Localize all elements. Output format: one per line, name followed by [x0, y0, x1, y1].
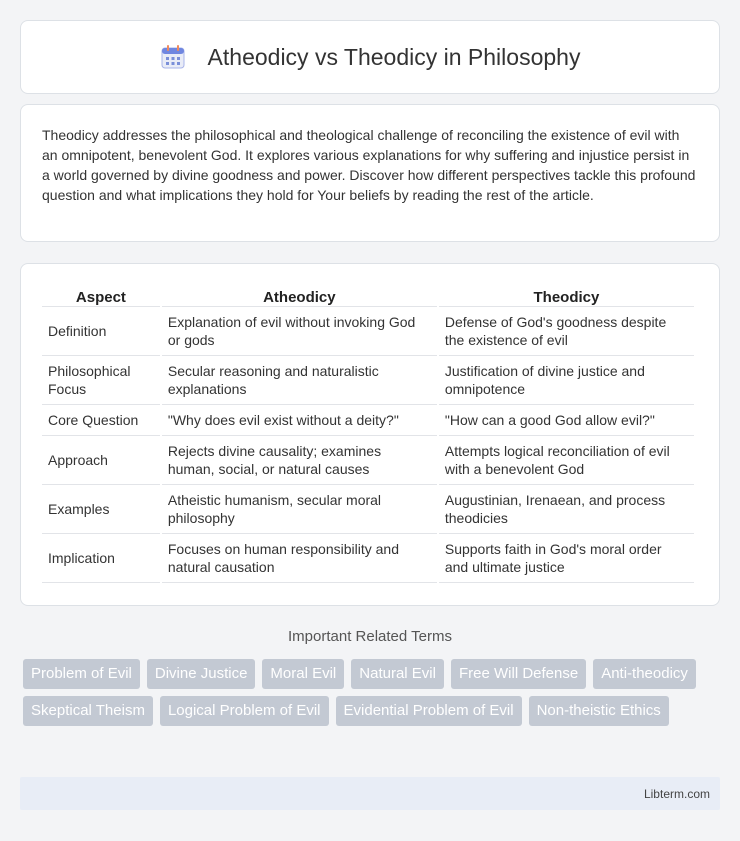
cell-atheodicy: "Why does evil exist without a deity?": [162, 405, 437, 436]
header-atheodicy: Atheodicy: [162, 282, 437, 307]
table-row: [42, 356, 694, 405]
cell-atheodicy: Atheistic humanism, secular moral philosophy: [162, 485, 437, 534]
cell-aspect: Core Question: [42, 405, 160, 436]
table-row: [42, 405, 694, 436]
cell-aspect: Philosophical Focus: [42, 356, 160, 405]
tag-non-theistic-ethics[interactable]: Non-theistic Ethics: [529, 696, 669, 726]
cell-theodicy: Augustinian, Irenaean, and process theodicies: [439, 485, 694, 534]
table-row: [42, 307, 694, 356]
footer: [20, 777, 720, 810]
tag-evidential-problem-of-evil[interactable]: Evidential Problem of Evil: [336, 696, 522, 726]
cell-theodicy: Justification of divine justice and omnipotence: [439, 356, 694, 405]
cell-theodicy: Attempts logical reconciliation of evil with a benevolent God: [439, 436, 694, 485]
cell-aspect: Examples: [42, 485, 160, 534]
cell-atheodicy: Rejects divine causality; examines human, social, or natural causes: [162, 436, 437, 485]
calendar-icon: [160, 44, 186, 70]
table-row: [42, 485, 694, 534]
tag-skeptical-theism[interactable]: Skeptical Theism: [23, 696, 153, 726]
intro-card: [20, 104, 720, 242]
tag-anti-theodicy[interactable]: Anti-theodicy: [593, 659, 696, 689]
table-row: [42, 436, 694, 485]
cell-atheodicy: Focuses on human responsibility and natural causation: [162, 534, 437, 583]
comparison-table: [40, 282, 696, 583]
table-row: [42, 534, 694, 583]
cell-aspect: Approach: [42, 436, 160, 485]
cell-theodicy: "How can a good God allow evil?": [439, 405, 694, 436]
tag-logical-problem-of-evil[interactable]: Logical Problem of Evil: [160, 696, 329, 726]
cell-aspect: Implication: [42, 534, 160, 583]
header-theodicy: Theodicy: [439, 282, 694, 307]
cell-atheodicy: Secular reasoning and naturalistic explanations: [162, 356, 437, 405]
cell-theodicy: Defense of God's goodness despite the existence of evil: [439, 307, 694, 356]
tag-problem-of-evil[interactable]: Problem of Evil: [23, 659, 140, 689]
tag-free-will-defense[interactable]: Free Will Defense: [451, 659, 586, 689]
related-terms-title: Important Related Terms: [288, 628, 452, 645]
intro-text: Theodicy addresses the philosophical and theological challenge of reconciling the existence of evil with an omnipotent, benevolent God. It explores various explanations for why suffering and injustice persist in a world governed by divine goodness and power. Discover how different perspectives tackle this profound question and what implications they hold for Your beliefs by reading the rest of the article.: [42, 127, 696, 203]
cell-theodicy: Supports faith in God's moral order and ultimate justice: [439, 534, 694, 583]
header-aspect: Aspect: [42, 282, 160, 307]
header-card: [20, 20, 720, 94]
page-title: Atheodicy vs Theodicy in Philosophy: [207, 43, 581, 70]
cell-aspect: Definition: [42, 307, 160, 356]
cell-atheodicy: Explanation of evil without invoking God or gods: [162, 307, 437, 356]
tag-natural-evil[interactable]: Natural Evil: [351, 659, 444, 689]
tag-divine-justice[interactable]: Divine Justice: [147, 659, 256, 689]
comparison-card: [20, 263, 720, 606]
related-terms-list: [23, 659, 723, 733]
footer-site-link[interactable]: Libterm.com: [643, 787, 710, 801]
tag-moral-evil[interactable]: Moral Evil: [262, 659, 344, 689]
